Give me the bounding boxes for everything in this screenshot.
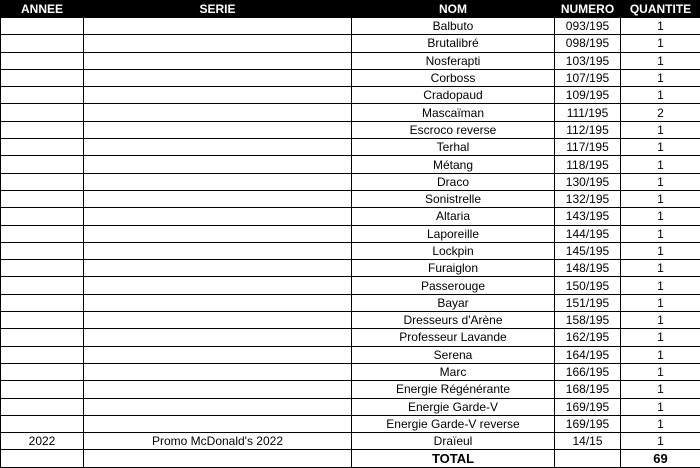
table-row: [1, 104, 700, 121]
cell-numero[interactable]: 118/195: [555, 156, 621, 173]
table-row: [1, 398, 700, 415]
cell-quantite[interactable]: 2: [621, 104, 700, 121]
cell-nom[interactable]: Professeur Lavande: [352, 329, 555, 346]
cell-nom[interactable]: Nosferapti: [352, 52, 555, 69]
table-row: [1, 190, 700, 207]
cell-serie[interactable]: [84, 69, 352, 86]
cell-numero[interactable]: 158/195: [555, 312, 621, 329]
cell-numero[interactable]: 169/195: [555, 398, 621, 415]
cell-numero[interactable]: 112/195: [555, 121, 621, 138]
table-row: [1, 156, 700, 173]
cell-nom[interactable]: Lockpin: [352, 242, 555, 259]
cell-numero[interactable]: 132/195: [555, 190, 621, 207]
cell-quantite[interactable]: 1: [621, 173, 700, 190]
cell-serie[interactable]: [84, 225, 352, 242]
cell-annee[interactable]: [1, 156, 84, 173]
table-row: [1, 381, 700, 398]
cell-numero[interactable]: 148/195: [555, 260, 621, 277]
cell-nom[interactable]: Draïeul: [352, 433, 555, 450]
table-row: [1, 139, 700, 156]
table-row: [1, 208, 700, 225]
header-nom[interactable]: NOM: [352, 1, 555, 18]
cell-serie[interactable]: [84, 190, 352, 207]
header-quantite[interactable]: QUANTITE: [621, 1, 700, 18]
cell-quantite[interactable]: 1: [621, 208, 700, 225]
cell-serie[interactable]: [84, 121, 352, 138]
cell-nom[interactable]: Energie Garde-V: [352, 398, 555, 415]
header-annee[interactable]: ANNEE: [1, 1, 84, 18]
cell-numero[interactable]: 107/195: [555, 69, 621, 86]
cell-annee[interactable]: [1, 346, 84, 363]
cell-quantite[interactable]: 1: [621, 346, 700, 363]
table-row: [1, 329, 700, 346]
table-row: [1, 52, 700, 69]
table-row: [1, 433, 700, 450]
total-cell-numero[interactable]: [555, 450, 621, 467]
cell-quantite[interactable]: 1: [621, 260, 700, 277]
cell-serie[interactable]: [84, 104, 352, 121]
cell-nom[interactable]: Balbuto: [352, 18, 555, 35]
cell-annee[interactable]: [1, 294, 84, 311]
cell-nom[interactable]: Passerouge: [352, 277, 555, 294]
cell-serie[interactable]: [84, 208, 352, 225]
table-row: [1, 294, 700, 311]
cell-serie[interactable]: [84, 363, 352, 380]
table-row: [1, 312, 700, 329]
cell-numero[interactable]: 103/195: [555, 52, 621, 69]
cell-nom[interactable]: Altaria: [352, 208, 555, 225]
cell-quantite[interactable]: 1: [621, 139, 700, 156]
cell-nom[interactable]: Serena: [352, 346, 555, 363]
cell-nom[interactable]: Cradopaud: [352, 87, 555, 104]
cell-nom[interactable]: Furaiglon: [352, 260, 555, 277]
cell-serie[interactable]: [84, 312, 352, 329]
cell-nom[interactable]: Escroco reverse: [352, 121, 555, 138]
cell-serie[interactable]: [84, 346, 352, 363]
cell-quantite[interactable]: 1: [621, 433, 700, 450]
cell-serie[interactable]: [84, 260, 352, 277]
table-row: [1, 277, 700, 294]
cell-numero[interactable]: 117/195: [555, 139, 621, 156]
cell-quantite[interactable]: 1: [621, 52, 700, 69]
cell-quantite[interactable]: 1: [621, 294, 700, 311]
cell-serie[interactable]: [84, 294, 352, 311]
cell-nom[interactable]: Mascaïman: [352, 104, 555, 121]
cell-annee[interactable]: [1, 398, 84, 415]
cell-serie[interactable]: [84, 52, 352, 69]
cell-numero[interactable]: 169/195: [555, 415, 621, 432]
cell-numero[interactable]: 151/195: [555, 294, 621, 311]
cell-annee[interactable]: [1, 312, 84, 329]
cell-numero[interactable]: 145/195: [555, 242, 621, 259]
cell-serie[interactable]: [84, 139, 352, 156]
cell-annee[interactable]: [1, 69, 84, 86]
cell-numero[interactable]: 143/195: [555, 208, 621, 225]
cell-quantite[interactable]: 1: [621, 69, 700, 86]
table-row: [1, 35, 700, 52]
cell-serie[interactable]: [84, 329, 352, 346]
table-row: [1, 69, 700, 86]
cell-annee[interactable]: [1, 104, 84, 121]
cell-annee[interactable]: 2022: [1, 433, 84, 450]
cell-annee[interactable]: [1, 415, 84, 432]
cell-serie[interactable]: [84, 415, 352, 432]
cell-numero[interactable]: 130/195: [555, 173, 621, 190]
cell-numero[interactable]: 168/195: [555, 381, 621, 398]
cell-annee[interactable]: [1, 242, 84, 259]
cell-quantite[interactable]: 1: [621, 156, 700, 173]
cell-quantite[interactable]: 1: [621, 363, 700, 380]
cell-quantite[interactable]: 1: [621, 225, 700, 242]
cell-numero[interactable]: 144/195: [555, 225, 621, 242]
cell-annee[interactable]: [1, 121, 84, 138]
cell-annee[interactable]: [1, 277, 84, 294]
cell-nom[interactable]: Energie Régénérante: [352, 381, 555, 398]
table-row: [1, 260, 700, 277]
cell-quantite[interactable]: 1: [621, 121, 700, 138]
cell-quantite[interactable]: 1: [621, 87, 700, 104]
cell-quantite[interactable]: 1: [621, 381, 700, 398]
total-label[interactable]: TOTAL: [352, 450, 555, 467]
cell-quantite[interactable]: 1: [621, 329, 700, 346]
header-serie[interactable]: SERIE: [84, 1, 352, 18]
cell-numero[interactable]: 098/195: [555, 35, 621, 52]
table-row: [1, 18, 700, 35]
cell-annee[interactable]: [1, 87, 84, 104]
cell-numero[interactable]: 162/195: [555, 329, 621, 346]
cell-numero[interactable]: 150/195: [555, 277, 621, 294]
cell-annee[interactable]: [1, 173, 84, 190]
cell-annee[interactable]: [1, 18, 84, 35]
cell-quantite[interactable]: 1: [621, 242, 700, 259]
cell-serie[interactable]: [84, 87, 352, 104]
cell-nom[interactable]: Terhal: [352, 139, 555, 156]
table-row: [1, 225, 700, 242]
cell-quantite[interactable]: 1: [621, 398, 700, 415]
total-cell-annee[interactable]: [1, 450, 84, 467]
cell-quantite[interactable]: 1: [621, 35, 700, 52]
cell-quantite[interactable]: 1: [621, 312, 700, 329]
table-row: [1, 363, 700, 380]
cell-annee[interactable]: [1, 190, 84, 207]
table-row: [1, 415, 700, 432]
cell-nom[interactable]: Corboss: [352, 69, 555, 86]
total-row: [1, 450, 700, 467]
cell-numero[interactable]: 166/195: [555, 363, 621, 380]
cell-quantite[interactable]: 1: [621, 415, 700, 432]
cell-nom[interactable]: Draco: [352, 173, 555, 190]
header-numero[interactable]: NUMERO: [555, 1, 621, 18]
cell-numero[interactable]: 14/15: [555, 433, 621, 450]
table-row: [1, 87, 700, 104]
cell-annee[interactable]: [1, 329, 84, 346]
cell-numero[interactable]: 164/195: [555, 346, 621, 363]
cell-annee[interactable]: [1, 381, 84, 398]
cell-nom[interactable]: Brutalibré: [352, 35, 555, 52]
cell-annee[interactable]: [1, 208, 84, 225]
cell-annee[interactable]: [1, 52, 84, 69]
cell-nom[interactable]: Marc: [352, 363, 555, 380]
cell-serie[interactable]: Promo McDonald's 2022: [84, 433, 352, 450]
cell-numero[interactable]: 093/195: [555, 18, 621, 35]
cell-serie[interactable]: [84, 242, 352, 259]
cell-numero[interactable]: 111/195: [555, 104, 621, 121]
cell-serie[interactable]: [84, 156, 352, 173]
cell-serie[interactable]: [84, 35, 352, 52]
cell-serie[interactable]: [84, 18, 352, 35]
cell-serie[interactable]: [84, 398, 352, 415]
cell-quantite[interactable]: 1: [621, 190, 700, 207]
cell-nom[interactable]: Sonistrelle: [352, 190, 555, 207]
cell-serie[interactable]: [84, 277, 352, 294]
cell-annee[interactable]: [1, 139, 84, 156]
cell-nom[interactable]: Laporeille: [352, 225, 555, 242]
cell-nom[interactable]: Energie Garde-V reverse: [352, 415, 555, 432]
cell-serie[interactable]: [84, 173, 352, 190]
cell-annee[interactable]: [1, 260, 84, 277]
cell-annee[interactable]: [1, 35, 84, 52]
cell-nom[interactable]: Dresseurs d'Arène: [352, 312, 555, 329]
cell-serie[interactable]: [84, 381, 352, 398]
cell-nom[interactable]: Métang: [352, 156, 555, 173]
table-row: [1, 346, 700, 363]
header-row: [1, 1, 700, 18]
table-row: [1, 173, 700, 190]
total-cell-serie[interactable]: [84, 450, 352, 467]
cell-quantite[interactable]: 1: [621, 277, 700, 294]
total-value[interactable]: 69: [621, 450, 700, 467]
cell-nom[interactable]: Bayar: [352, 294, 555, 311]
cell-quantite[interactable]: 1: [621, 18, 700, 35]
cell-annee[interactable]: [1, 225, 84, 242]
table-row: [1, 242, 700, 259]
cell-numero[interactable]: 109/195: [555, 87, 621, 104]
cell-annee[interactable]: [1, 363, 84, 380]
table-row: [1, 121, 700, 138]
